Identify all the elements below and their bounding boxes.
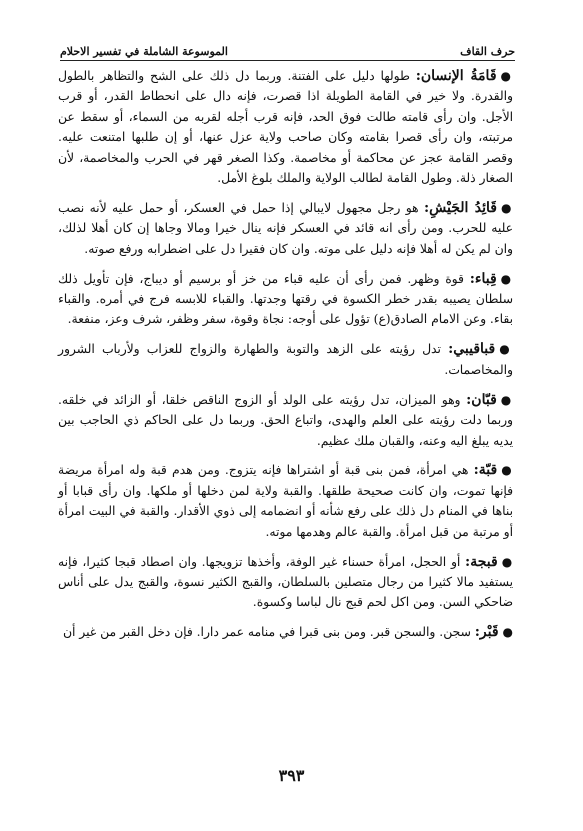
entry-term: قَائِدُ الجَيْشِ: <box>423 199 497 216</box>
entry-text: سجن. والسجن قبر. ومن بنى قبرا في منامه عمر دارا. فإن دخل القبر من غير أن <box>62 625 475 640</box>
bullet-icon: ● <box>502 625 513 640</box>
header-rule <box>60 60 515 61</box>
entry-text: أو الحجل، امرأة حسناء غير الوفة، وأخذها تزويجها. وان اصطاد قبجا كثيرا، فإنه يستفيد مالا كثيرا من رجال متصلين بالسلطان، والقبج الكثير نسوة، والقبج يدل على أناس ضاحكي السن. ومن اكل لحم قبج نال لباسا وكسوة. <box>58 554 513 610</box>
bullet-icon: ● <box>501 463 513 478</box>
entry-qaid-aljaysh <box>58 198 513 259</box>
entry-term: قبّة: <box>473 462 498 479</box>
page-number: ٣٩٣ <box>278 766 305 785</box>
bullet-icon: ● <box>501 554 513 569</box>
entry-text: وهو الميزان، تدل رؤيته على الولد أو الزوج الناقص خلقا، أو الزائد في خلقه. وربما دلت رؤيته على العلم والهدى، واتباع الحق. وربما دل على الحاكم ذي الحاجب بين يديه يبلغ اليه وعنه، والقبان ملك عظيم. <box>58 392 513 448</box>
bullet-icon: ● <box>500 392 513 407</box>
entry-qabja <box>58 552 513 613</box>
entry-text: تدل رؤيته على الزهد والتوبة والطهارة والزواج للعزاب ولأرباب الشرور والمخاصمات. <box>58 342 513 377</box>
entry-term: قبّان: <box>466 391 497 408</box>
bullet-icon: ● <box>500 69 513 83</box>
entry-qubba <box>58 460 513 542</box>
entry-qiba <box>58 269 513 330</box>
entry-text: طولها دليل على الفتنة. وربما دل ذلك على الشح والتظاهر بالطول والقدرة. ولا خير في القامة الطويلة اذا قصرت، فإنه دال على انحطاط القدر، أو قرب الأجل. وان رأى قامته طالت فوق الحد، فإنه قرب أجله لقربه من السماء، أو سقط عن مرتبته، وان رأى قصرا بقامته وكان صاحب ولاية عزل عنها، أو إن طلبها امتنعت عليه. وقصر القامة عجز عن محاكمة أو مخاصمة. وكذا الصغر قهر في الحرب والمخاصمة، لأن الصغار ذلة. وطول القامة لطالب الولاية والملك بلوغ الأمل. <box>58 69 513 186</box>
header-book-title: الموسوعة الشاملة في تفسير الاحلام <box>60 45 228 58</box>
bullet-icon: ● <box>499 342 513 357</box>
entry-term: قَامَةُ الإنسان: <box>415 68 497 84</box>
entry-qama <box>58 66 513 188</box>
entry-qabr <box>58 622 513 642</box>
entry-term: قِباء: <box>469 270 497 287</box>
entry-qabban <box>58 390 513 451</box>
header-section: حرف القاف <box>460 45 515 58</box>
page-body <box>58 66 513 652</box>
entry-term: قَبْر: <box>474 624 499 641</box>
entry-term: قبجة: <box>465 553 498 570</box>
entry-text: قوة وظهر. فمن رأى أن عليه قباء من خز أو برسيم أو ديباج، فإن تأويل ذلك سلطان يصيبه بقدر خطر الكسوة في رقتها وجدتها. والقباء للابسه فرج في أمره. والقباء بقاء. وعن الامام الصادق(ع) تؤول على أوجه: نجاة وقوة، سفر وظفر، شرف وعز، منفعة. <box>58 271 513 327</box>
bullet-icon: ● <box>500 271 513 286</box>
bullet-icon: ● <box>500 200 513 215</box>
entry-text: هو رجل مجهول لايبالي إذا حمل في العسكر، أو حمل عليه لأنه نصب عليه للحرب. ومن رأى انه قائد في العسكر فإنه ينال خيرا ومالا وجاها إن كان أهلا لذلك، وان لم يكن له أهلا فإنه دليل على موته. وان كان فقيرا دل على اضطرابه ورفع صوته. <box>58 200 513 256</box>
entry-text: هي امرأة، فمن بنى قبة أو اشتراها فإنه يتزوج. ومن هدم قبة وله امرأة مريضة فإنها تموت، وان كانت صحيحة طلقها. والقبة ولاية لمن دخلها أو ملكها. وان رأى قبابا أو بناها في المنام دل ذلك على رفع شأنه أو انضمامه إلى ذوي الأقدار. والقبة في البيت امرأة أو مرتبة من قبل امرأة. والقبة عالم وهدمها موته. <box>58 463 513 539</box>
entry-qabaqib <box>58 339 513 380</box>
running-header <box>60 38 515 58</box>
entry-term: قباقيبي: <box>448 341 496 358</box>
